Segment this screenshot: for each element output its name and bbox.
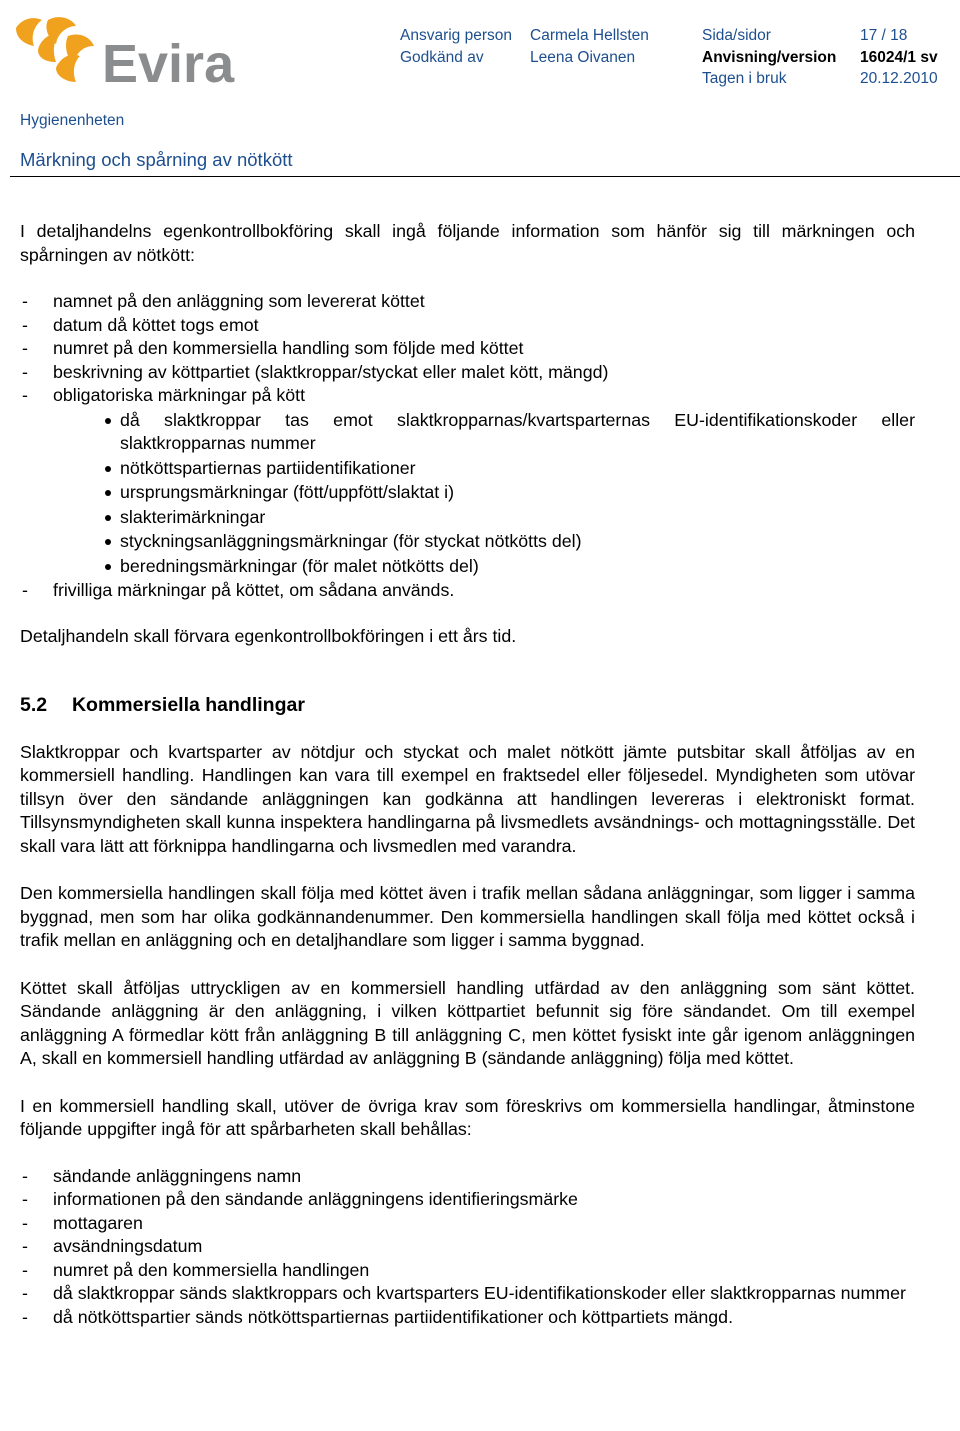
evira-logo-mark	[10, 10, 270, 90]
retention-paragraph: Detaljhandeln skall förvara egenkontrollbokföringen i ett års tid.	[20, 625, 517, 646]
record-list	[20, 290, 915, 408]
list-item: - mottagaren	[20, 1212, 915, 1236]
traceability-list	[20, 1165, 915, 1330]
inuse-value: 20.12.2010	[860, 70, 938, 87]
record-list-end	[20, 579, 915, 603]
evira-logo	[10, 10, 270, 90]
page-value: 17 / 18	[860, 27, 908, 44]
paragraph: Den kommersiella handlingen skall följa med köttet även i trafik mellan sådana anläggningar, som ligger i samma byggnad, men som har olika godkännandenummer. Den kommersiella handlingen skall följa med köttet också i trafik mellan en anläggning och en detaljhandlare som ligger i samma byggnad.	[20, 883, 915, 950]
bullet-item: slakterimärkningar	[20, 506, 915, 530]
bullet-item: styckningsanläggningsmärkningar (för styckat nötkötts del)	[20, 530, 915, 554]
approved-label: Godkänd av	[400, 49, 484, 66]
list-item: - då nötköttspartier sänds nötköttspartiernas partiidentifikationer och köttpartiets mängd.	[20, 1306, 915, 1330]
section-number: 5.2	[20, 694, 48, 716]
list-item: - frivilliga märkningar på köttet, om sådana används.	[20, 579, 915, 603]
list-item: - avsändningsdatum	[20, 1235, 915, 1259]
list-item: - sändande anläggningens namn	[20, 1165, 915, 1189]
marking-sublist	[20, 409, 915, 579]
version-value: 16024/1 sv	[860, 49, 938, 66]
list-item: - datum då köttet togs emot	[20, 314, 915, 338]
paragraph: Köttet skall åtföljas uttryckligen av en kommersiell handling utfärdad av den anläggning som sänt köttet. Sändande anläggning är den anläggning, i vilken köttpartiet befunnit sig före sändandet. Om till exempel anläggning A förmedlar kött från anläggning B till anläggning C, men köttet fysiskt inte går igenom anläggningen A, skall en kommersiell handling utfärdad av anläggning B (sändande anläggning) följa med köttet.	[20, 977, 915, 1068]
page-label: Sida/sidor	[702, 27, 771, 44]
responsible-label: Ansvarig person	[400, 27, 513, 44]
inuse-label: Tagen i bruk	[702, 70, 787, 87]
list-item: - då slaktkroppar sänds slaktkroppars och kvartsparters EU-identifikationskoder eller slaktkropparnas nummer	[20, 1282, 915, 1306]
section-title: Kommersiella handlingar	[71, 694, 305, 716]
bullet-item: beredningsmärkningar (för malet nötkötts del)	[20, 555, 915, 579]
list-item: - beskrivning av köttpartiet (slaktkroppar/styckat eller malet kött, mängd)	[20, 361, 915, 385]
section-heading	[20, 694, 915, 718]
bullet-item: nötköttspartiernas partiidentifikationer	[20, 457, 915, 481]
unit-name: Hygienenheten	[20, 112, 125, 129]
document-body	[20, 220, 915, 1329]
logo-wordmark: Evira	[102, 34, 235, 90]
paragraph: Slaktkroppar och kvartsparter av nötdjur och styckat och malet nötkött jämte putsbitar skall åtföljas av en kommersiell handling. Handlingen kan vara till exempel en fraktsedel eller följesedel. Myndigheten som utövar tillsyn över den sändande anläggningen kan godkänna att handlingen levereras i elektroniskt format. Tillsynsmyndigheten skall kunna inspektera handlingarna på livsmedlets avsändnings- och mottagningsställe. Det skall vara lätt att förknippa handlingarna och livsmedlen med varandra.	[20, 741, 915, 856]
version-label: Anvisning/version	[702, 49, 837, 66]
list-item: - namnet på den anläggning som levererat köttet	[20, 290, 915, 314]
header-divider	[10, 176, 960, 177]
approved-value: Leena Oivanen	[530, 49, 636, 66]
paragraph: I en kommersiell handling skall, utöver de övriga krav som föreskrivs om kommersiella handlingar, åtminstone följande uppgifter ingå för att spårbarheten skall behållas:	[20, 1095, 915, 1139]
list-item: - obligatoriska märkningar på kött	[20, 384, 915, 408]
bullet-item: ursprungsmärkningar (fött/uppfött/slaktat i)	[20, 481, 915, 505]
responsible-value: Carmela Hellsten	[530, 27, 649, 44]
list-item: - informationen på den sändande anläggningens identifieringsmärke	[20, 1188, 915, 1212]
bullet-item: då slaktkroppar tas emot slaktkropparnas/kvartsparternas EU-identifikationskoder eller slaktkropparnas nummer	[20, 409, 915, 456]
list-item: - numret på den kommersiella handlingen	[20, 1259, 915, 1283]
document-title: Märkning och spårning av nötkött	[20, 149, 293, 170]
list-item: - numret på den kommersiella handling som följde med köttet	[20, 337, 915, 361]
intro-paragraph: I detaljhandelns egenkontrollbokföring skall ingå följande information som hänför sig till märkningen och spårningen av nötkött:	[20, 221, 915, 265]
